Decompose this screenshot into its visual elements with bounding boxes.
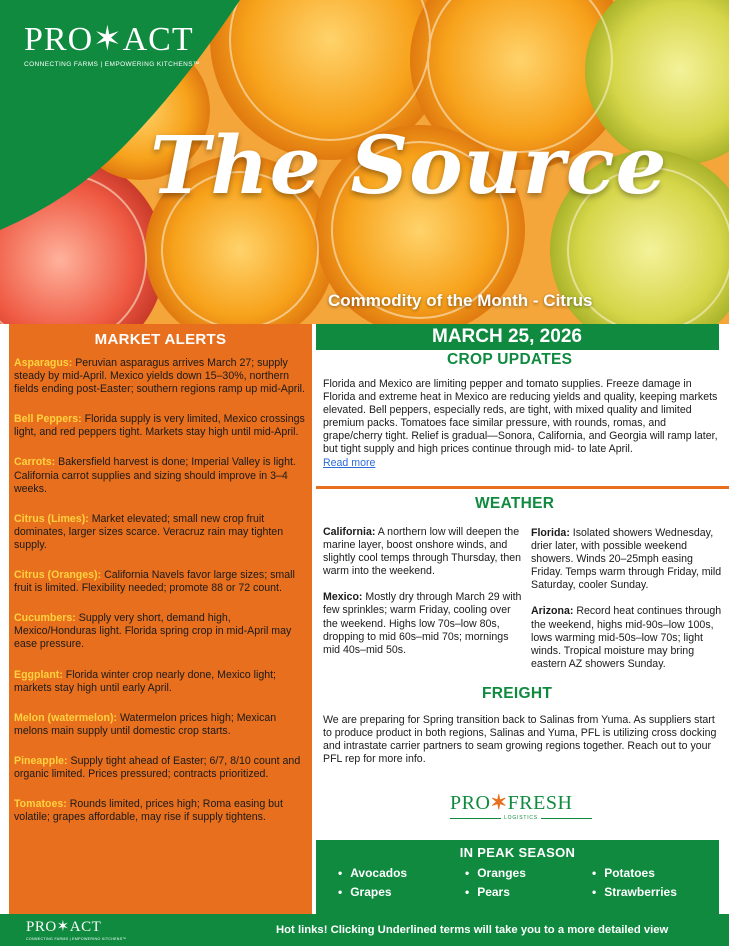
market-alert-text: Florida winter crop nearly done, Mexico light; markets stay high until early April. [14,668,276,694]
weather-region [323,526,523,578]
market-alert-commodity-link[interactable]: Eggplant: [14,668,63,681]
peak-season-item: • Avocados [338,866,465,880]
peak-season-title: IN PEAK SEASON [459,845,576,860]
proact-logo[interactable] [24,22,200,68]
market-alert-text: Supply tight ahead of Easter; 6/7, 8/10 count and organic limited. Prices pressured; contracts prioritized. [14,754,301,780]
market-alert-text: Market elevated; small new crop fruit dominates, larger sizes scarce. Veracruz rain may tighten supply. [14,512,284,551]
market-alert-commodity-link[interactable]: Pineapple: [14,754,68,767]
weather-region-text: A northern low will deepen the marine layer, boost onshore winds, and slightly cool temps through Thursday, then warm into the weekend. [323,526,522,578]
crop-updates-body [323,378,719,470]
freight-title: FREIGHT [482,685,553,702]
hero-title: The Source [150,118,668,212]
brand-name: PRO✶ACT [24,21,194,58]
weather-region [531,527,723,592]
market-alert-item [14,612,307,651]
market-alert-commodity-link[interactable]: Bell Peppers: [14,413,82,426]
market-alert-text: Florida supply is very limited, Mexico crossings light, and red peppers tight. Markets stay high until mid-April. [14,413,305,439]
weather-region-name: Florida: [531,527,570,539]
market-alert-text: California Navels favor large sizes; small fruit is limited. Flexibility needed; promote 88 or 72 count. [14,569,295,595]
pfl-wordmark [450,793,592,813]
hero-subtitle: Commodity of the Month - Citrus [328,291,593,310]
weather-region [323,591,523,656]
market-alert-commodity-link[interactable]: Cucumbers: [14,612,76,625]
weather-title: WEATHER [475,495,555,512]
crop-updates-text: Florida and Mexico are limiting pepper and tomato supplies. Freeze damage in Florida and extreme heat in Mexico are reducing yields and quality, keeping markets elevated. Bell peppers, especially reds, are tight, with mixed quality and limited premium packs. Tomatoes face similar pressure, with rounds, romas, and grape/cherry tight. Relief is gradual—Sonora, California, and Georgia will ramp later, but tight supply and high prices continue through mid- to late April. [323,378,718,456]
market-alert-item [14,513,307,552]
pfl-sub: LOGISTICS [504,815,538,821]
pfl-left: PRO [450,792,491,814]
peak-season-panel [316,840,719,914]
peak-season-item: • Potatoes [592,866,719,880]
weather-region-text: Isolated showers Wednesday, drier later, with possible weekend showers. Winds 20–25mph easing Friday. Temps warm through Friday, mild Saturday, cooler Sunday. [531,527,722,592]
market-alerts-list [14,357,307,824]
pfl-right: FRESH [507,792,573,814]
market-alerts-title: MARKET ALERTS [94,331,227,348]
market-alert-text: Watermelon prices high; Mexican melons main supply until domestic crop starts. [14,711,277,737]
crop-updates-title: CROP UPDATES [447,351,573,368]
weather-region-name: Arizona: [531,605,574,618]
peak-season-item: • Pears [465,885,592,899]
market-alert-text: Supply very short, demand high, Mexico/Honduras light. Florida spring crop in mid-April may ease pressure. [14,612,292,651]
pfl-subline [450,815,592,821]
hero-banner [0,0,729,324]
market-alert-commodity-link[interactable]: Citrus (Limes): [14,512,89,525]
footer-logo[interactable] [26,920,126,941]
freight-body: We are preparing for Spring transition back to Salinas from Yuma. As suppliers start to produce product in both regions, Salinas and Yuma, PFL is utilizing cross docking and intrastate carrier partners to seam growing regions together. Reach out to your PFL rep for more info. [323,714,717,766]
market-alert-commodity-link[interactable]: Melon (watermelon): [14,711,117,724]
market-alert-item [14,357,307,396]
peak-season-item: • Strawberries [592,885,719,899]
market-alert-item [14,569,307,595]
weather-region-name: California: [323,526,376,538]
market-alert-item [14,755,307,781]
weather-region-text: Record heat continues through the weekend, highs mid-90s–low 100s, lows warming mid-50s–low 70s; light winds. Tropical moisture may bring eastern AZ showers Sunday. [531,605,722,670]
weather-left-column [323,526,523,670]
footer [0,914,729,946]
peak-season-item: • Grapes [338,885,465,899]
issue-date: MARCH 25, 2026 [316,324,719,350]
hot-links-note: Hot links! Clicking Underlined terms will take you to a more detailed view [276,924,669,936]
weather-region [531,605,723,670]
footer-brand-name: PRO✶ACT [26,919,102,935]
read-more-link[interactable]: Read more [323,456,376,469]
brand-tagline: CONNECTING FARMS | EMPOWERING KITCHENS™ [24,61,200,68]
market-alert-commodity-link[interactable]: Tomatoes: [14,798,67,811]
market-alert-item [14,456,307,495]
market-alert-text: Rounds limited, prices high; Roma easing but volatile; grapes affordable, may rise if supply tightens. [14,798,283,824]
market-alert-item [14,712,307,738]
footer-tagline: CONNECTING FARMS | EMPOWERING KITCHENS™ [26,937,127,941]
market-alert-commodity-link[interactable]: Asparagus: [14,357,73,369]
profresh-logistics-logo[interactable] [450,793,592,823]
peak-season-item: • Oranges [465,866,592,880]
market-alert-item [14,798,307,824]
market-alert-item [14,669,307,695]
market-alert-commodity-link[interactable]: Citrus (Oranges): [14,569,102,582]
weather-region-text: Mostly dry through March 29 with few sprinkles; warm Friday, cooling over the weekend. Highs low 70s–low 80s, dropping to mid 60s–mid 70s; mornings mid 40s–mid 50s. [323,591,522,656]
market-alert-text: Bakersfield harvest is done; Imperial Valley is light. California carrot supplies and sizing should improve in 3–4 weeks. [14,456,296,495]
section-divider [316,486,729,489]
market-alert-text: Peruvian asparagus arrives March 27; supply steady by mid-April. Mexico yields down 15–30%, northern fields ending post-Easter; southern regions ramp up mid-April. [14,357,305,396]
market-alerts-panel [9,324,312,914]
market-alert-commodity-link[interactable]: Carrots: [14,456,56,469]
market-alert-item [14,413,307,439]
peak-season-list [316,866,719,899]
weather-right-column [531,527,723,684]
pfl-mark-icon: ✶ [490,792,508,814]
weather-region-name: Mexico: [323,591,363,604]
